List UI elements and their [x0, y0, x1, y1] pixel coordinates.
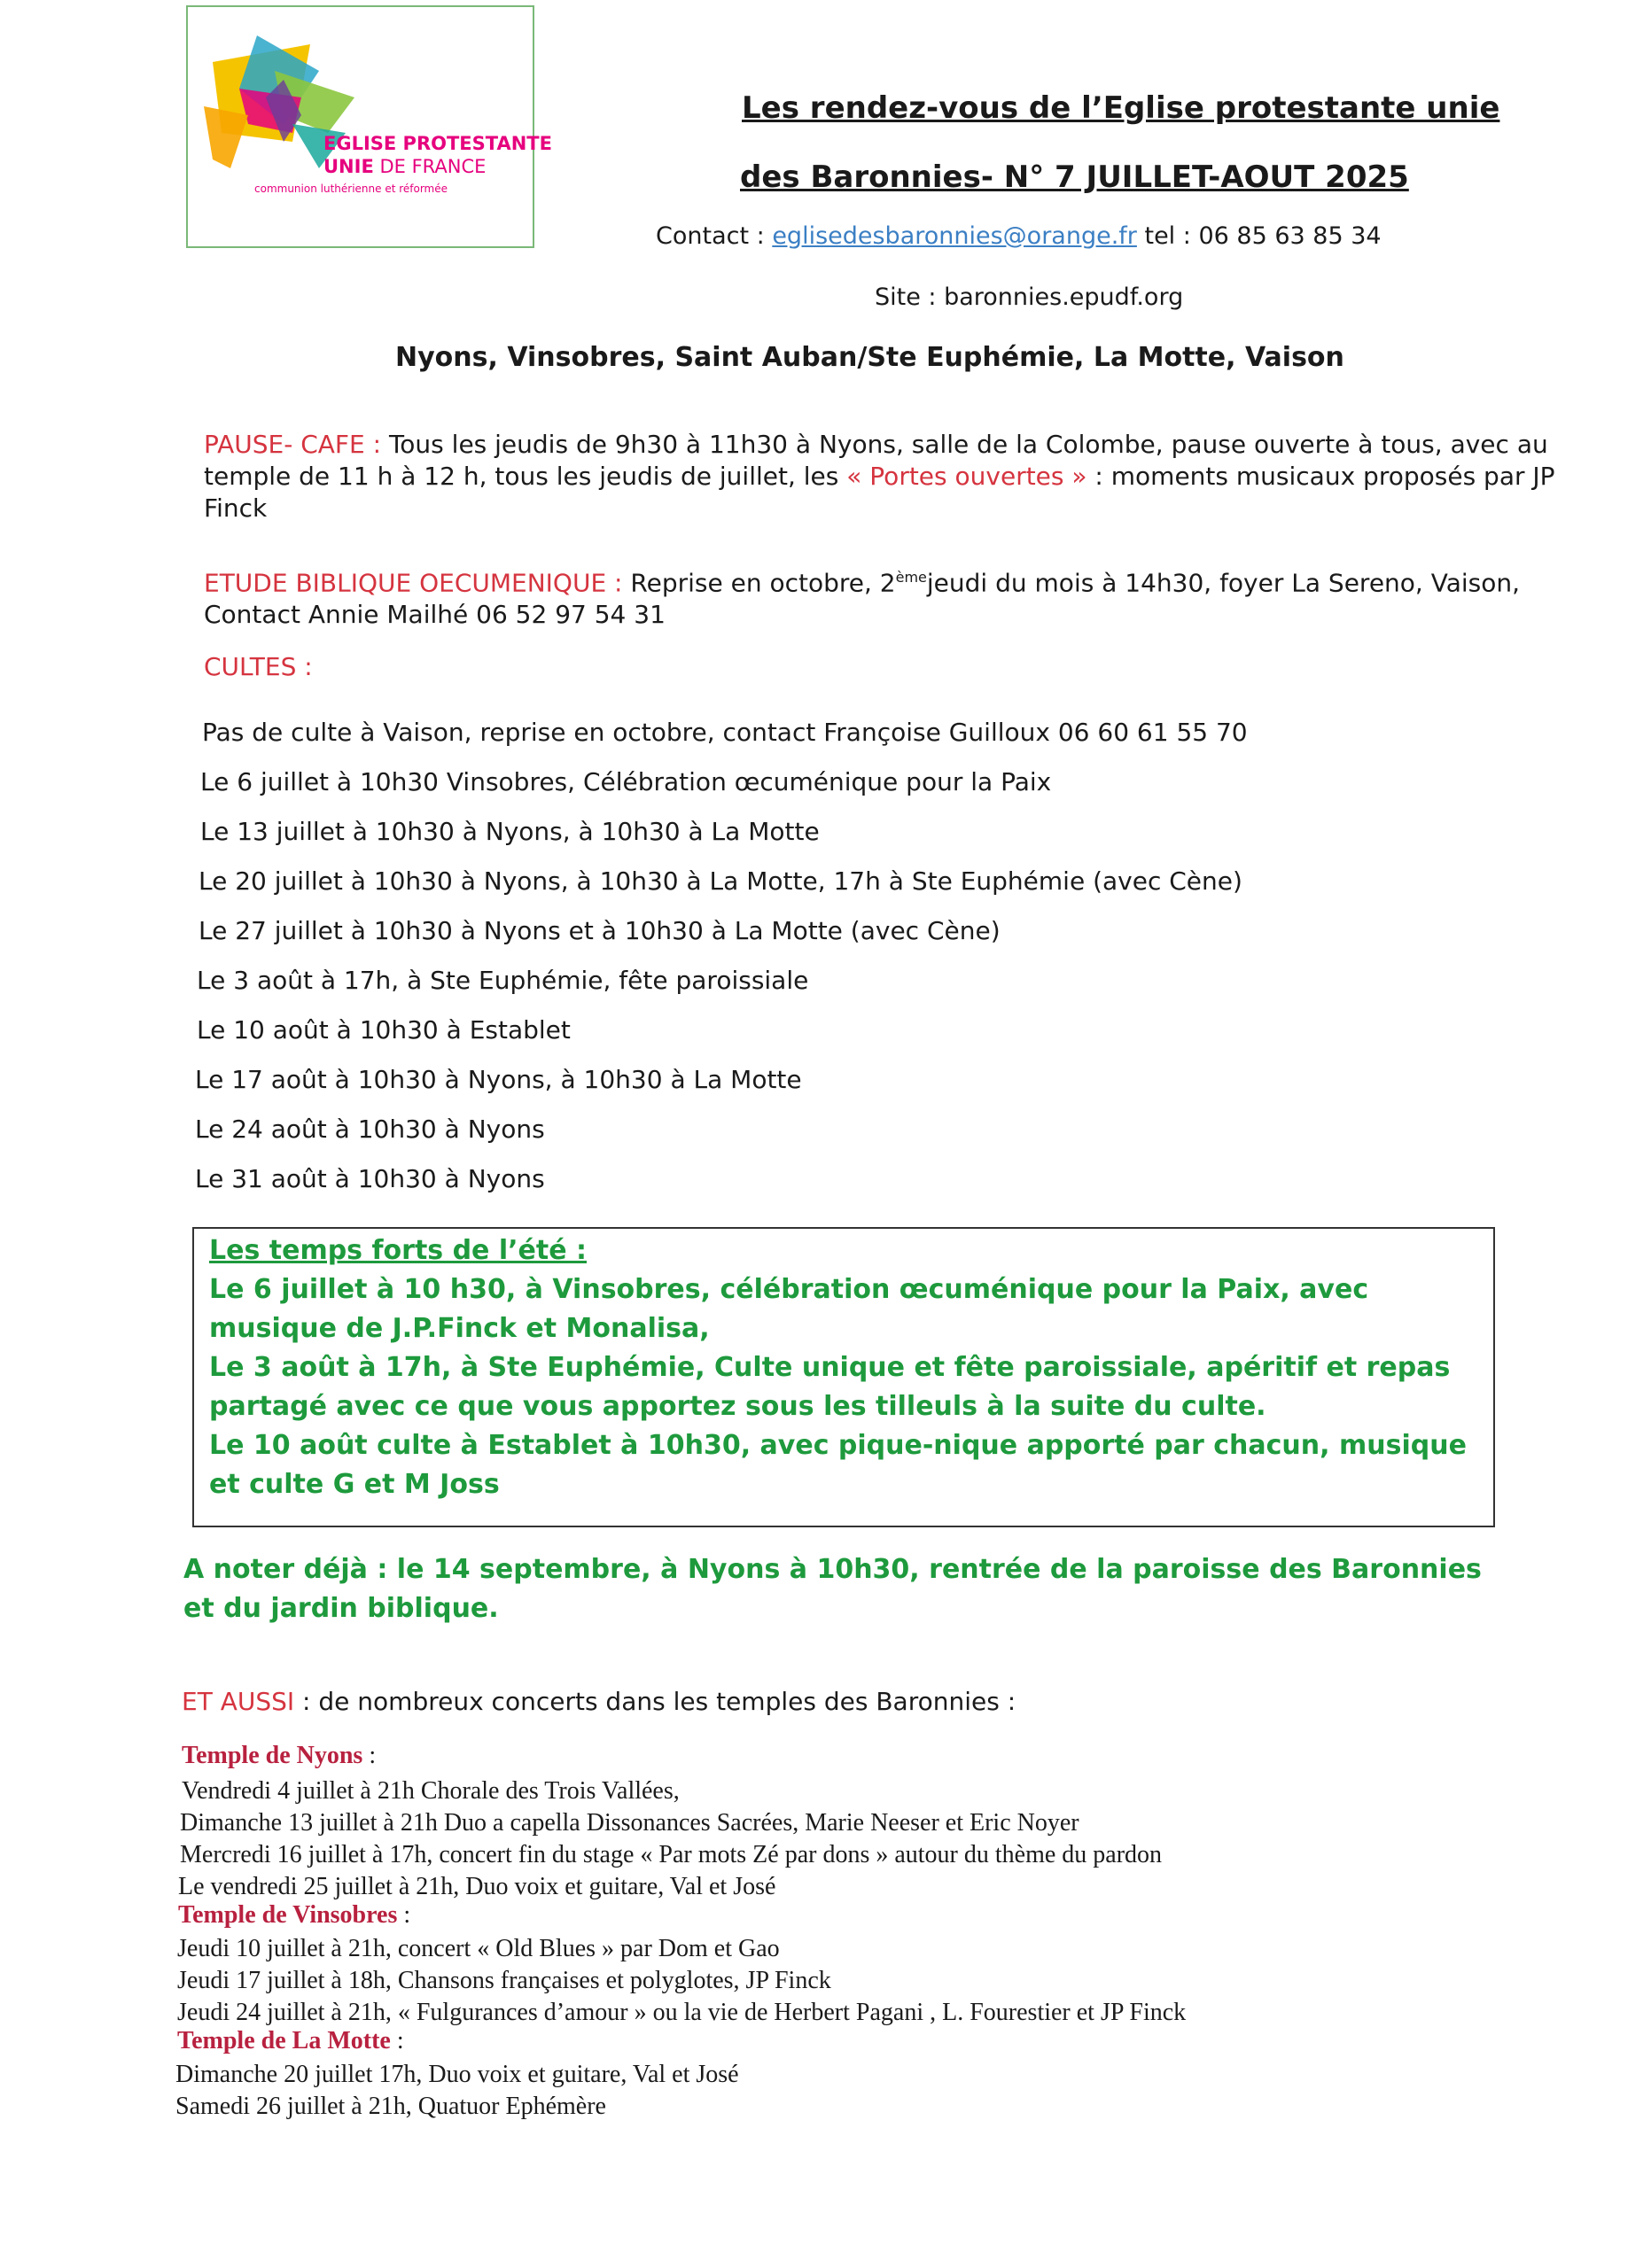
- page-title-line2: des Baronnies- N° 7 JUILLET-AOUT 2025: [740, 159, 1409, 195]
- logo-line2: UNIE DE FRANCE: [323, 156, 487, 177]
- concert-item: Mercredi 16 juillet à 17h, concert fin du stage « Par mots Zé par dons » autour du thème du pardon: [180, 1841, 1163, 1868]
- contact-line: Contact : eglisedesbaronnies@orange.fr tel : 06 85 63 85 34: [656, 222, 1382, 250]
- concert-item: Jeudi 24 juillet à 21h, « Fulgurances d’amour » ou la vie de Herbert Pagani , L. Fourestier et JP Finck: [177, 1999, 1187, 2026]
- concert-item: Dimanche 13 juillet à 21h Duo a capella Dissonances Sacrées, Marie Neeser et Eric Noyer: [180, 1809, 1079, 1837]
- culte-item: Le 31 août à 10h30 à Nyons: [195, 1164, 545, 1193]
- culte-item: Le 6 juillet à 10h30 Vinsobres, Célébration œcuménique pour la Paix: [200, 767, 1052, 796]
- temps-fort-item: Le 3 août à 17h, à Ste Euphémie, Culte unique et fête paroissiale, apéritif et repas partagé avec ce que vous apportez sous les tilleuls à la suite du culte.: [209, 1352, 1451, 1422]
- temps-forts-heading: Les temps forts de l’été :: [209, 1235, 588, 1266]
- pause-cafe-paragraph: PAUSE- CAFE : Tous les jeudis de 9h30 à 11h30 à Nyons, salle de la Colombe, pause ouverte à tous, avec au temple de 11 h à 12 h, tous les jeudis de juillet, les « Portes ouvertes » : moments musicaux proposés par JP Finck: [204, 430, 1555, 523]
- email-link[interactable]: eglisedesbaronnies@orange.fr: [772, 222, 1137, 250]
- cultes-label: CULTES :: [204, 652, 313, 681]
- site-line: Site : baronnies.epudf.org: [875, 284, 1184, 311]
- culte-item: Le 13 juillet à 10h30 à Nyons, à 10h30 à La Motte: [200, 817, 820, 846]
- concert-item: Jeudi 10 juillet à 21h, concert « Old Blues » par Dom et Gao: [177, 1935, 780, 1962]
- culte-item: Le 17 août à 10h30 à Nyons, à 10h30 à La Motte: [195, 1065, 802, 1094]
- concert-item: Dimanche 20 juillet 17h, Duo voix et guitare, Val et José: [175, 2061, 739, 2088]
- a-noter-paragraph: A noter déjà : le 14 septembre, à Nyons à 10h30, rentrée de la paroisse des Baronnies et du jardin biblique.: [183, 1554, 1482, 1624]
- concert-item: Le vendredi 25 juillet à 21h, Duo voix et guitare, Val et José: [178, 1873, 776, 1900]
- culte-item: Le 3 août à 17h, à Ste Euphémie, fête paroissiale: [197, 966, 809, 995]
- temps-fort-item: Le 6 juillet à 10 h30, à Vinsobres, célébration œcuménique pour la Paix, avec musique de J.P.Finck et Monalisa,: [209, 1274, 1369, 1344]
- concert-item: Jeudi 17 juillet à 18h, Chansons françaises et polyglotes, JP Finck: [177, 1967, 831, 1994]
- temple-la-motte-heading: Temple de La Motte :: [177, 2027, 404, 2054]
- culte-item: Le 20 juillet à 10h30 à Nyons, à 10h30 à La Motte, 17h à Ste Euphémie (avec Cène): [199, 866, 1242, 896]
- etude-biblique-paragraph: ETUDE BIBLIQUE OECUMENIQUE : Reprise en octobre, 2èmejeudi du mois à 14h30, foyer La Sereno, Vaison, Contact Annie Mailhé 06 52 97 54 31: [204, 568, 1521, 630]
- concert-item: Samedi 26 juillet à 21h, Quatuor Ephémère: [175, 2093, 606, 2120]
- temps-forts-content: [209, 1231, 1485, 1504]
- et-aussi-line: ET AUSSI : de nombreux concerts dans les temples des Baronnies :: [182, 1687, 1016, 1716]
- temple-vinsobres-heading: Temple de Vinsobres :: [178, 1901, 411, 1929]
- culte-item: Pas de culte à Vaison, reprise en octobre, contact Françoise Guilloux 06 60 61 55 70: [202, 718, 1248, 747]
- culte-item: Le 27 juillet à 10h30 à Nyons et à 10h30 à La Motte (avec Cène): [199, 916, 1001, 945]
- culte-item: Le 10 août à 10h30 à Establet: [197, 1015, 571, 1045]
- concert-item: Vendredi 4 juillet à 21h Chorale des Trois Vallées,: [182, 1777, 680, 1805]
- page-title-line1: Les rendez-vous de l’Eglise protestante unie: [742, 90, 1500, 126]
- temple-nyons-heading: Temple de Nyons :: [182, 1742, 377, 1769]
- culte-item: Le 24 août à 10h30 à Nyons: [195, 1115, 545, 1144]
- logo-line3: communion luthérienne et réformée: [254, 183, 448, 195]
- temps-fort-item: Le 10 août culte à Establet à 10h30, avec pique-nique apporté par chacun, musique et culte G et M Joss: [209, 1430, 1467, 1500]
- cities-heading: Nyons, Vinsobres, Saint Auban/Ste Euphémie, La Motte, Vaison: [395, 342, 1344, 373]
- logo-line1: EGLISE PROTESTANTE: [323, 133, 552, 154]
